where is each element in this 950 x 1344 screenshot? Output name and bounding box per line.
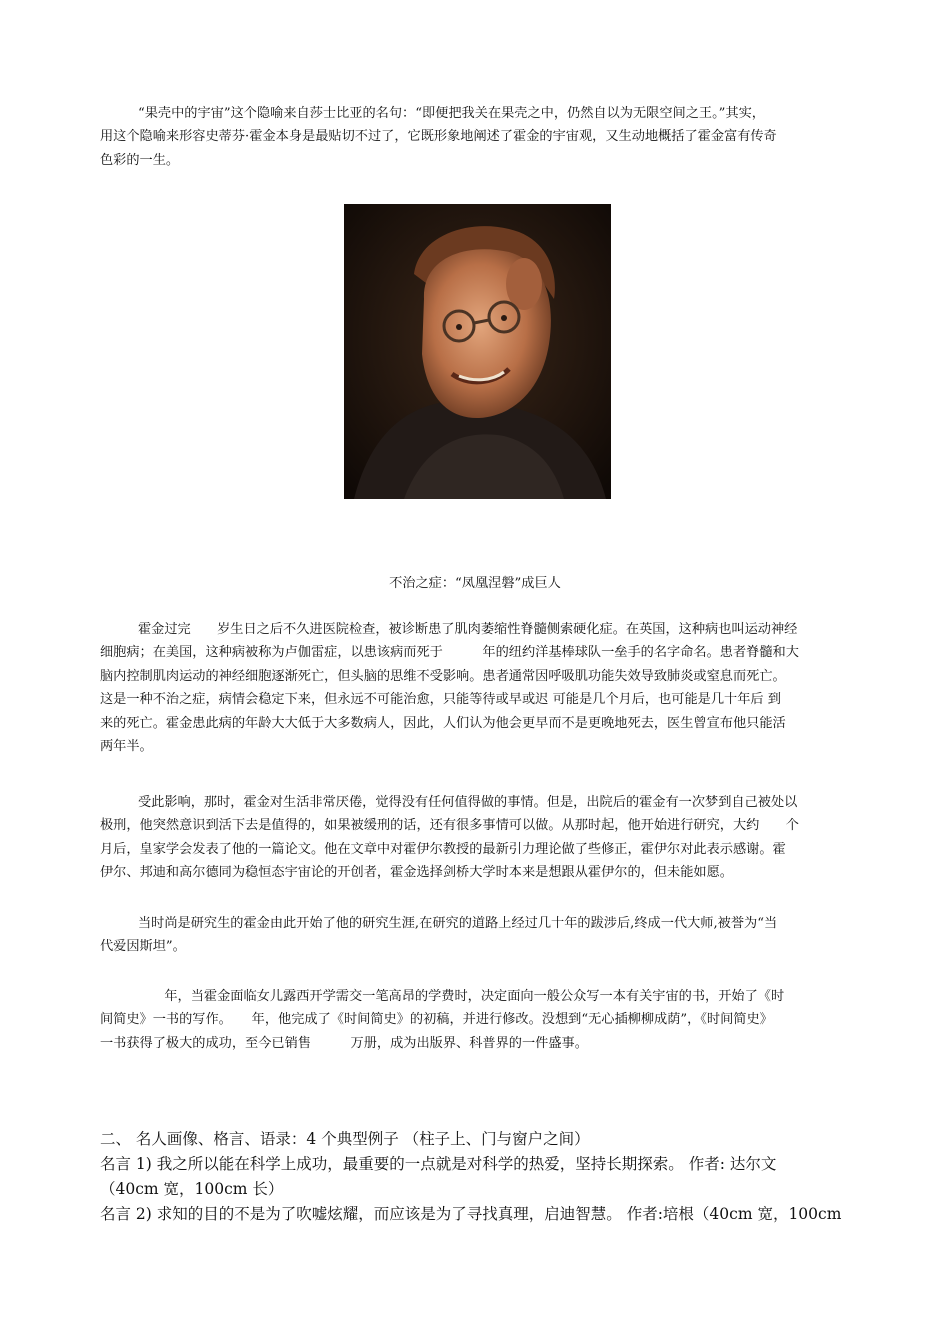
text-line: 一书获得了极大的成功，至今已销售 万册，成为出版界、科普界的一件盛事。 bbox=[100, 1035, 588, 1051]
text-line: 受此影响，那时，霍金对生活非常厌倦，觉得没有任何值得做的事情。但是，出院后的霍金有一次梦到自己被处以 bbox=[138, 795, 798, 810]
text-line: 年，当霍金面临女儿露西开学需交一笔高昂的学费时，决定面向一般公众写一本有关宇宙的书，开始了《时 bbox=[138, 989, 785, 1004]
text-line: 两年半。 bbox=[100, 739, 153, 755]
text-line: 代爱因斯坦”。 bbox=[100, 939, 186, 955]
text-line: 来的死亡。霍金患此病的年龄大大低于大多数病人，因此，人们认为他会更早而不是更晚地死去，医生曾宣布他只能活 bbox=[100, 715, 786, 731]
text-line: 霍金过完 岁生日之后不久进医院检查，被诊断患了肌肉萎缩性脊髓侧索硬化症。在英国，这种病也叫运动神经 bbox=[138, 622, 798, 637]
text-line: 细胞病；在美国，这种病被称为卢伽雷症，以患该病而死于 年的纽约洋基棒球队一垒手的名字命名。患者脊髓和大 bbox=[100, 645, 799, 661]
portrait-illustration bbox=[344, 204, 611, 499]
section-heading: 二、 名人画像、格言、语录：4 个典型例子 （柱子上、门与窗户之间） bbox=[100, 1130, 590, 1148]
quote-line: （40cm 宽，100cm 长） bbox=[100, 1180, 284, 1198]
section-2 bbox=[100, 1127, 860, 1227]
quote-line: 名言 2) 求知的目的不是为了吹嘘炫耀，而应该是为了寻找真理，启迪智慧。 作者:培根（40cm 宽，100cm bbox=[100, 1205, 842, 1223]
text-line: 月后，皇家学会发表了他的一篇论文。他在文章中对霍伊尔教授的最新引力理论做了些修正，霍伊尔对此表示感谢。霍 bbox=[100, 841, 786, 857]
quote-line: 名言 1) 我之所以能在科学上成功，最重要的一点就是对科学的热爱，坚持长期探索。 作者: 达尔文 bbox=[100, 1155, 777, 1173]
paragraph-brief-history bbox=[100, 985, 852, 1055]
section-caption: 不治之症：“凤凰涅磐”成巨人 bbox=[389, 576, 561, 591]
text-line: “果壳中的宇宙”这个隐喻来自莎士比亚的名句：“即便把我关在果壳之中，仍然自以为无限空间之王。”其实， bbox=[138, 106, 765, 121]
portrait-photo bbox=[344, 204, 611, 499]
text-line: 伊尔、邦迪和高尔德同为稳恒态宇宙论的开创者，霍金选择剑桥大学时本来是想跟从霍伊尔的，但未能如愿。 bbox=[100, 865, 733, 881]
text-line: 当时尚是研究生的霍金由此开始了他的研究生涯,在研究的道路上经过几十年的跋涉后,终成一代大师,被誉为“当 bbox=[138, 916, 778, 931]
text-line: 极刑，他突然意识到活下去是值得的，如果被缓刑的话，还有很多事情可以做。从那时起，他开始进行研究，大约 个 bbox=[100, 818, 799, 834]
text-line: 间简史》一书的写作。 年，他完成了《时间简史》的初稿，并进行修改。没想到“无心插柳柳成荫”，《时间简史》 bbox=[100, 1012, 773, 1028]
text-line: 色彩的一生。 bbox=[100, 152, 180, 168]
intro-paragraph bbox=[100, 102, 852, 172]
paragraph-research bbox=[100, 791, 852, 885]
paragraph-diagnosis bbox=[100, 618, 852, 758]
paragraph-career bbox=[100, 912, 852, 959]
text-line: 脑内控制肌肉运动的神经细胞逐渐死亡，但头脑的思维不受影响。患者通常因呼吸肌功能失效导致肺炎或窒息而死亡。 bbox=[100, 668, 786, 684]
text-line: 用这个隐喻来形容史蒂芬·霍金本身是最贴切不过了，它既形象地阐述了霍金的宇宙观，又生动地概括了霍金富有传奇 bbox=[100, 129, 777, 145]
text-line: 这是一种不治之症，病情会稳定下来，但永远不可能治愈，只能等待或早或迟 可能是几个月后，也可能是几十年后 到 bbox=[100, 692, 781, 708]
